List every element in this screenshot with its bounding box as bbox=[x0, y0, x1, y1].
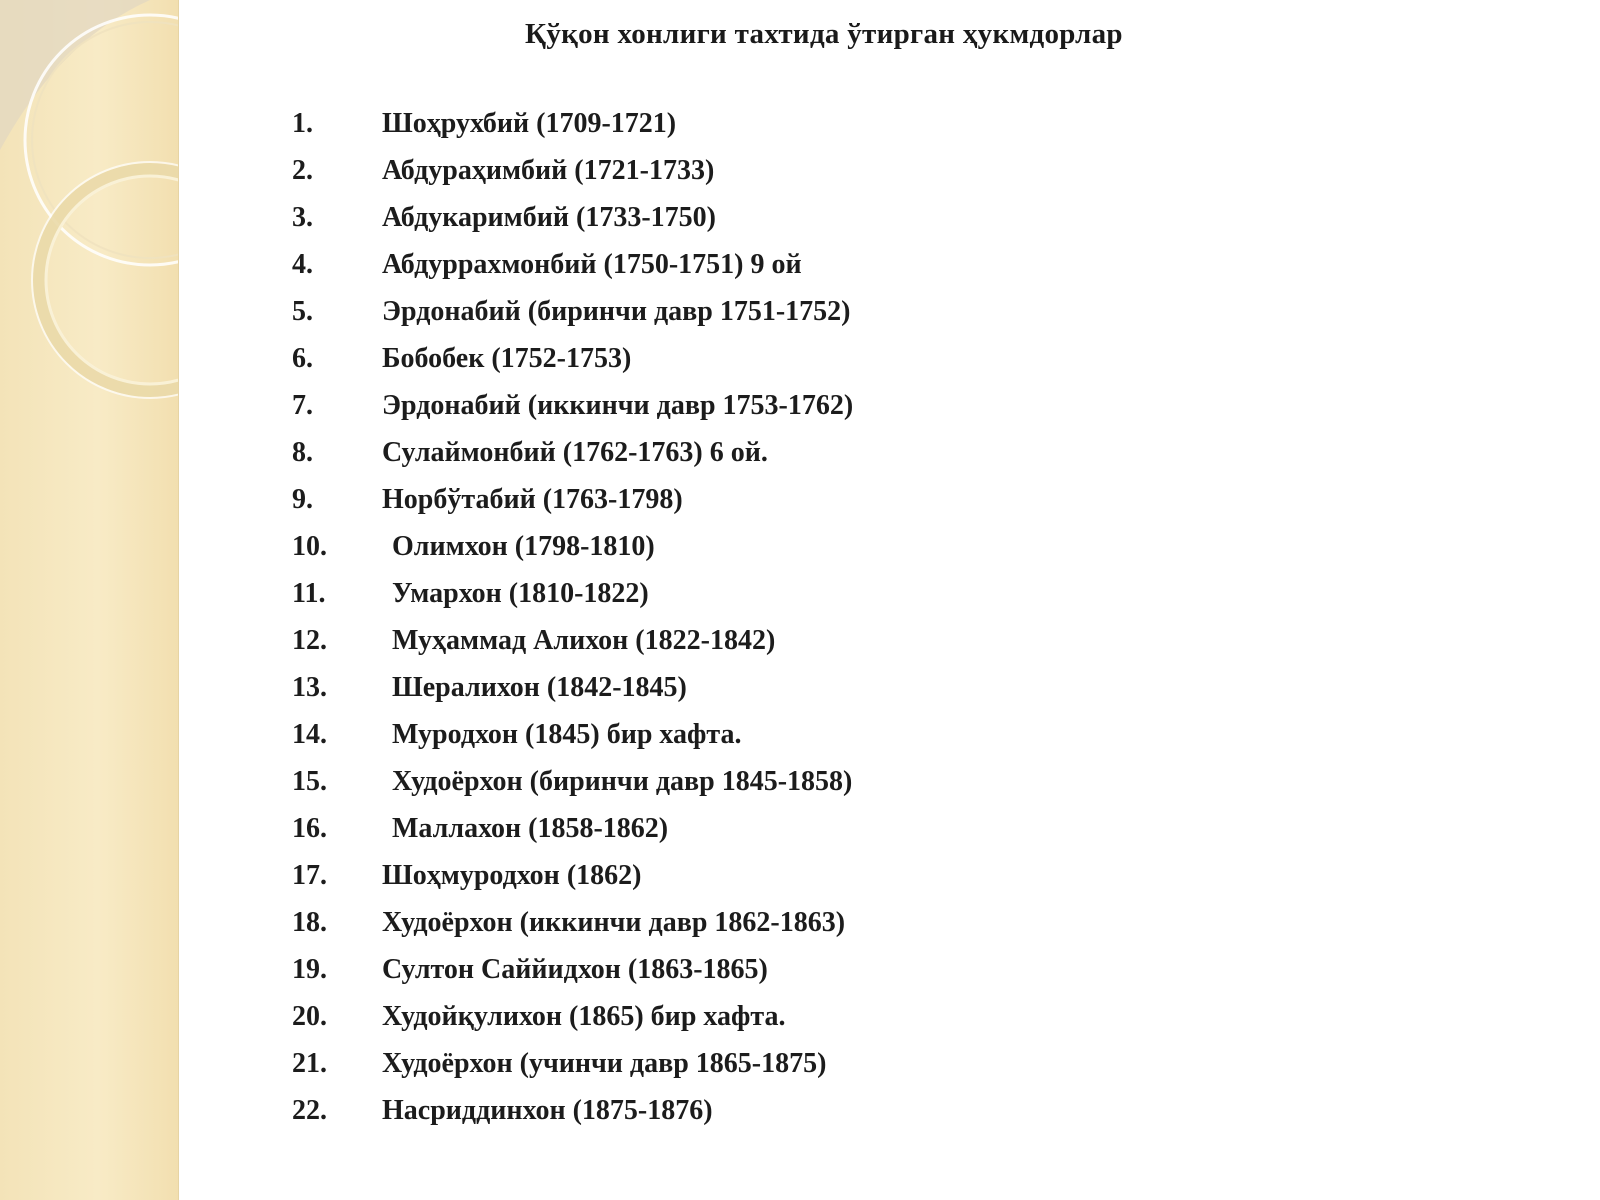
list-item-text: Олимхон (1798-1810) bbox=[392, 531, 655, 562]
list-item-text: Маллахон (1858-1862) bbox=[392, 813, 669, 844]
list-item-number: 14. bbox=[292, 719, 327, 750]
list-item-text: Бобобек (1752-1753) bbox=[382, 343, 632, 374]
list-item-text: Султон Саййидхон (1863-1865) bbox=[382, 954, 768, 985]
page-title: Қўқон хонлиги тахтида ўтирган ҳукмдорлар bbox=[525, 18, 1123, 50]
list-item-text: Абдуррахмонбий (1750-1751) 9 ой bbox=[382, 249, 802, 280]
list-item-number: 1. bbox=[292, 108, 313, 139]
list-item-number: 16. bbox=[292, 813, 327, 844]
list-item-text: Худоёрхон (иккинчи давр 1862-1863) bbox=[382, 907, 846, 938]
list-item-number: 6. bbox=[292, 343, 313, 374]
list-item-text: Шоҳмуродхон (1862) bbox=[382, 860, 642, 891]
list-item-text: Насриддинхон (1875-1876) bbox=[382, 1095, 713, 1126]
list-item-number: 17. bbox=[292, 860, 327, 891]
list-item-number: 10. bbox=[292, 531, 327, 562]
list-item-number: 18. bbox=[292, 907, 327, 938]
list-item-text: Абдукаримбий (1733-1750) bbox=[382, 202, 716, 233]
list-item-number: 22. bbox=[292, 1095, 327, 1126]
list-item-text: Худоёрхон (учинчи давр 1865-1875) bbox=[382, 1048, 827, 1079]
list-item-number: 15. bbox=[292, 766, 327, 797]
list-item-number: 8. bbox=[292, 437, 313, 468]
list-item-text: Эрдонабий (биринчи давр 1751-1752) bbox=[382, 296, 851, 327]
list-item-number: 7. bbox=[292, 390, 313, 421]
list-item-number: 21. bbox=[292, 1048, 327, 1079]
list-item-text: Муродхон (1845) бир хафта. bbox=[392, 719, 742, 750]
list-item-text: Муҳаммад Алихон (1822-1842) bbox=[392, 625, 776, 656]
list-item-number: 4. bbox=[292, 249, 313, 280]
list-item-number: 19. bbox=[292, 954, 327, 985]
list-item-number: 20. bbox=[292, 1001, 327, 1032]
list-item-number: 13. bbox=[292, 672, 327, 703]
list-item-number: 3. bbox=[292, 202, 313, 233]
decorative-side-panel bbox=[0, 0, 179, 1200]
decorative-rings-icon bbox=[0, 0, 178, 1200]
list-item-text: Умархон (1810-1822) bbox=[392, 578, 649, 609]
list-item-text: Худоёрхон (биринчи давр 1845-1858) bbox=[392, 766, 853, 797]
list-item-text: Шоҳрухбий (1709-1721) bbox=[382, 108, 677, 139]
list-item-number: 9. bbox=[292, 484, 313, 515]
list-item-text: Норбўтабий (1763-1798) bbox=[382, 484, 683, 515]
list-item-number: 2. bbox=[292, 155, 313, 186]
list-item-number: 12. bbox=[292, 625, 327, 656]
list-item-text: Шералихон (1842-1845) bbox=[392, 672, 687, 703]
list-item-text: Худойқулихон (1865) бир хафта. bbox=[382, 1001, 786, 1032]
list-item-text: Эрдонабий (иккинчи давр 1753-1762) bbox=[382, 390, 854, 421]
list-item-text: Сулаймонбий (1762-1763) 6 ой. bbox=[382, 437, 768, 468]
list-item-number: 11. bbox=[292, 578, 326, 609]
list-item-number: 5. bbox=[292, 296, 313, 327]
list-item-text: Абдураҳимбий (1721-1733) bbox=[382, 155, 715, 186]
